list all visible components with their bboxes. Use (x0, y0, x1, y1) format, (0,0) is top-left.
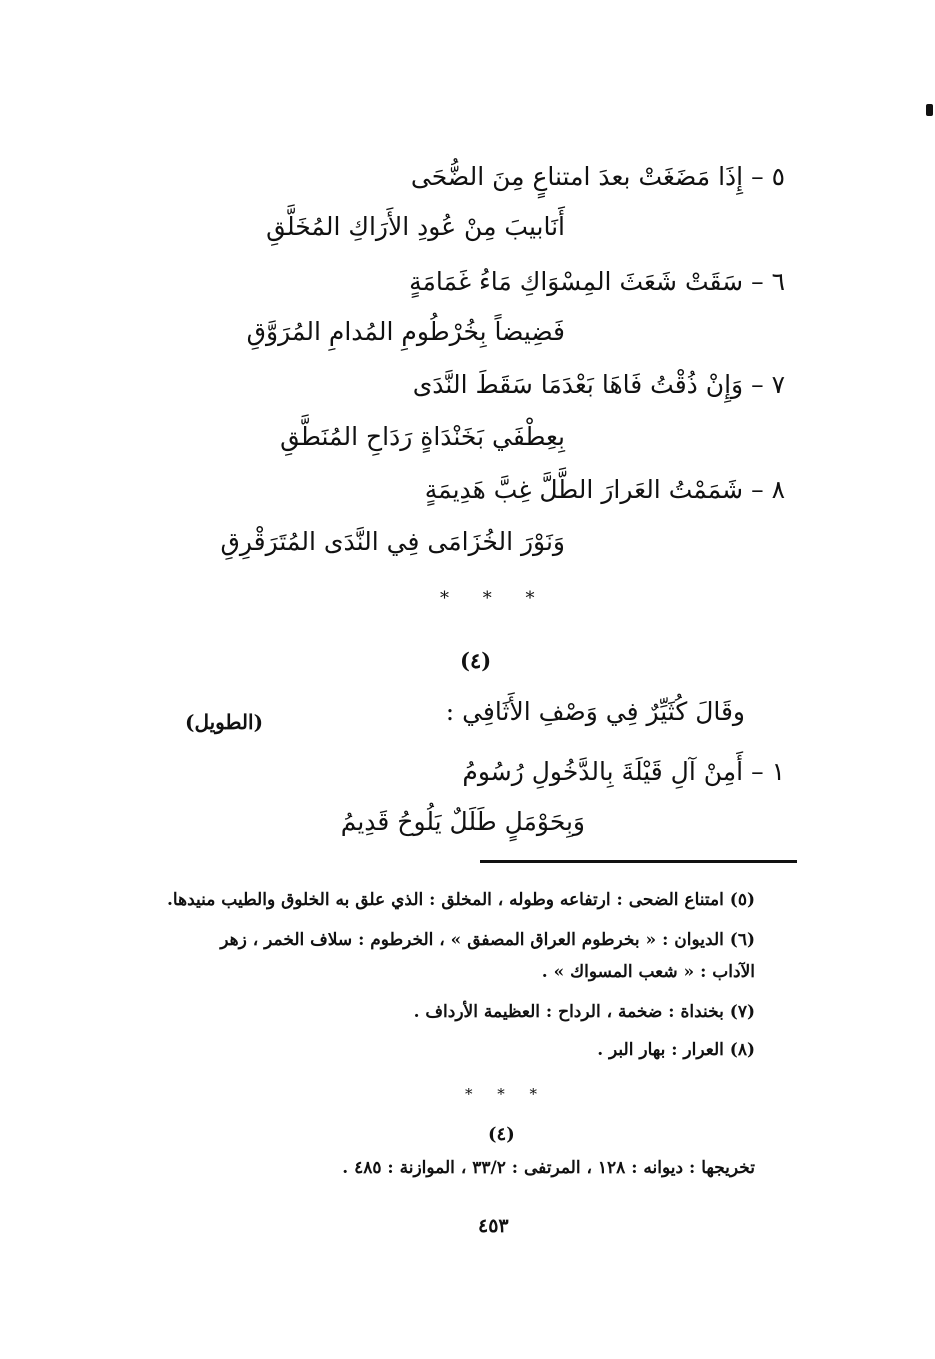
verse-text: وَإِنْ ذُقْتُ فَاهَا بَعْدَمَا سَقَطَ النَّدَى (412, 370, 744, 399)
footnote-6: (٦) الديوان : « بخرطوم العراق المصفق » ، الخرطوم : سلاف الخمر ، زهر (220, 930, 755, 950)
footnote-divider (480, 860, 797, 863)
verse-text: سَقَتْ شَعَثَ المِسْوَاكِ مَاءُ غَمَامَةٍ (409, 267, 744, 296)
verse-number: ٦ – (751, 267, 785, 296)
verse-number: ٥ – (751, 162, 785, 191)
section-separator: * * * (440, 588, 549, 609)
poem-introduction: وقَالَ كُثَيِّرٌ فِي وَصْفِ الأَثَافِي : (445, 697, 745, 726)
footnote-7: (٧) بخنداة : ضخمة ، الرداح : العظيمة الأرداف . (413, 1002, 755, 1022)
verse-text: شَمَمْتُ العَرارَ الطَّلَّ غِبَّ هَدِيمَةٍ (424, 475, 744, 504)
verse-7-second-hemistich: بِعِطْفَي بَخَنْدَاةٍ رَدَاحِ المُنَطَّقِ (280, 422, 565, 451)
poetic-meter: (الطويل) (185, 710, 264, 734)
verse-1-second-hemistich: وَبِحَوْمَلٍ طَلَلٌ يَلُوحُ قَدِيمُ (340, 807, 585, 836)
verse-number: ١ – (751, 757, 785, 786)
verse-text: أَمِنْ آلِ قَيْلَةَ بِالدَّخُولِ رُسُومُ (462, 757, 744, 786)
footnote-section-number: (٤) (488, 1124, 515, 1145)
footnote-8: (٨) العرار : بهار البر . (597, 1040, 755, 1060)
takhrij-note: تخريجها : ديوانه : ١٢٨ ، المرتفى : ٣٣/٢ ، الموازنة : ٤٨٥ . (342, 1158, 755, 1178)
verse-5-first-hemistich (411, 160, 785, 194)
verse-text: إِذَا مَضَغَتْ بعدَ امتناعٍ مِنَ الضُّحَى (410, 162, 744, 191)
verse-7-first-hemistich (413, 368, 785, 402)
footnote-separator: * * * (465, 1085, 548, 1103)
scan-edge-mark (926, 104, 933, 116)
footnote-5: (٥) امتناع الضحى : ارتفاعه وطوله ، المخلق : الذي علق به الخلوق والطيب منيدها. (167, 890, 755, 910)
verse-number: ٨ – (751, 475, 785, 504)
verse-8-second-hemistich: وَنَوْرَ الخُزَامَى فِي النَّدَى المُتَرَقْرِقِ (220, 527, 565, 556)
section-number: (٤) (460, 648, 492, 673)
verse-6-first-hemistich (409, 265, 785, 299)
verse-5-second-hemistich: أَنَابيبَ مِنْ عُودِ الأَرَاكِ المُخَلَّقِ (266, 212, 565, 241)
page-number: ٤٥٣ (478, 1215, 509, 1237)
verse-number: ٧ – (751, 370, 785, 399)
verse-1-first-hemistich (462, 755, 785, 789)
verse-8-first-hemistich (425, 473, 785, 507)
footnote-6-continued: الآداب : « شعب المسواك » . (541, 962, 755, 982)
verse-6-second-hemistich: فَضِيضاً بِخُرْطُومِ المُدامِ المُرَوَّقِ (246, 317, 565, 346)
